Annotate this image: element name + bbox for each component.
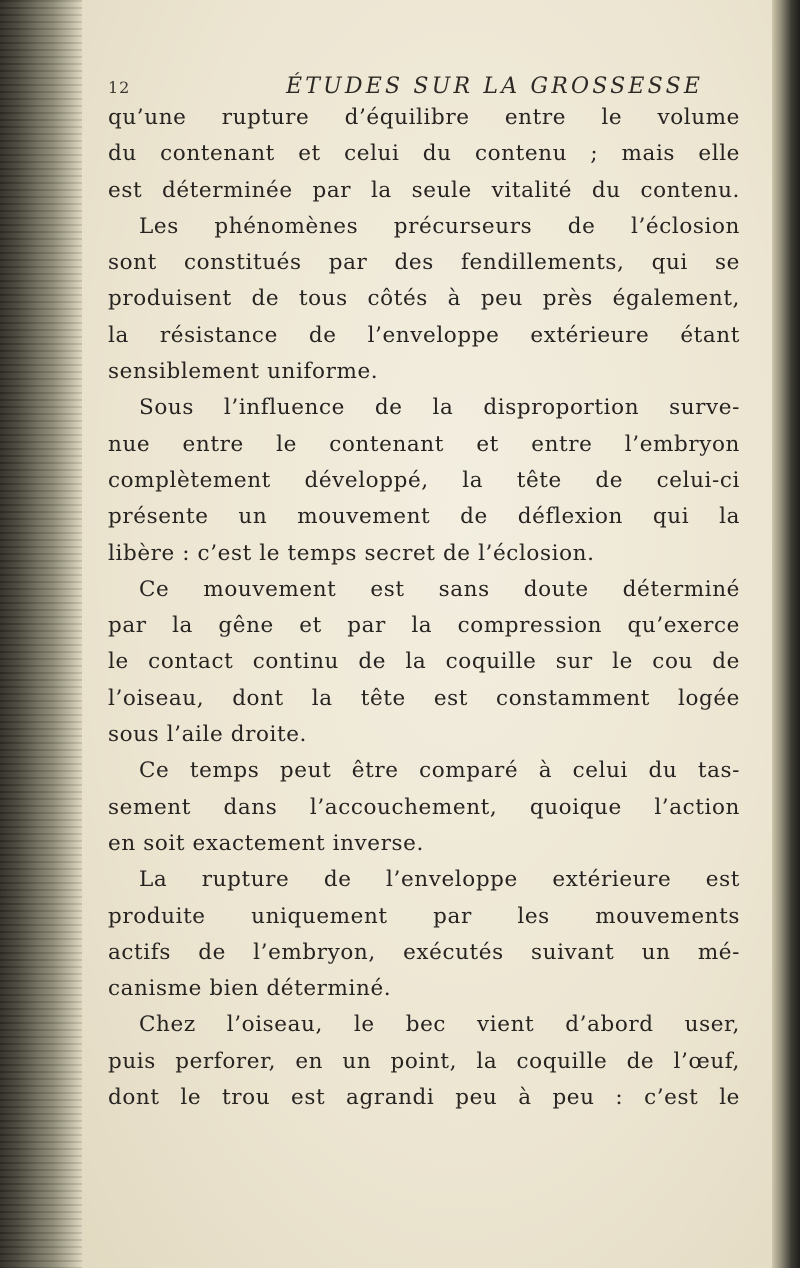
text-line: libère : c’est le temps secret de l’éclosion.: [108, 540, 595, 566]
page-right-edge: [772, 0, 800, 1268]
text-line: Chez l’oiseau, le bec vient d’abord user,: [139, 1012, 740, 1038]
text-line: produite uniquement par les mouvements: [108, 903, 740, 929]
text-line: sous l’aile droite.: [108, 722, 307, 748]
running-title: ÉTUDES SUR LA GROSSESSE: [286, 74, 704, 99]
text-line: par la gêne et par la compression qu’exerce: [108, 613, 740, 639]
text-line: Ce temps peut être comparé à celui du tas-: [139, 758, 740, 784]
text-line: sement dans l’accouchement, quoique l’action: [108, 794, 740, 820]
text-line: sensiblement uniforme.: [108, 359, 379, 385]
text-line: La rupture de l’enveloppe extérieure est: [139, 867, 740, 893]
text-line: présente un mouvement de déflexion qui la: [108, 504, 740, 530]
text-line: du contenant et celui du contenu ; mais elle: [108, 141, 740, 167]
text-line: Ce mouvement est sans doute déterminé: [139, 576, 740, 602]
text-line: en soit exactement inverse.: [108, 830, 424, 856]
text-line: la résistance de l’enveloppe extérieure étant: [108, 322, 740, 348]
text-line: l’oiseau, dont la tête est constamment logée: [108, 685, 740, 711]
text-line: Sous l’influence de la disproportion surve-: [139, 395, 740, 421]
page-number: 12: [108, 78, 131, 97]
text-line: puis perforer, en un point, la coquille de l’œuf,: [108, 1048, 740, 1074]
text-line: nue entre le contenant et entre l’embryon: [108, 431, 740, 457]
text-line: Les phénomènes précurseurs de l’éclosion: [139, 213, 740, 239]
text-line: est déterminée par la seule vitalité du contenu.: [108, 177, 740, 203]
text-line: qu’une rupture d’équilibre entre le volume: [108, 105, 740, 130]
text-line: produisent de tous côtés à peu près également,: [108, 286, 740, 312]
text-line: le contact continu de la coquille sur le cou de: [108, 649, 740, 675]
text-line: dont le trou est agrandi peu à peu : c’est le: [108, 1085, 740, 1111]
text-line: canisme bien déterminé.: [108, 976, 392, 1002]
body-text: [108, 100, 740, 1116]
text-line: actifs de l’embryon, exécutés suivant un mé-: [108, 939, 740, 965]
text-line: sont constitués par des fendillements, qui se: [108, 250, 740, 276]
text-line: complètement développé, la tête de celui-ci: [108, 467, 740, 493]
book-binding-edge: [0, 0, 82, 1268]
